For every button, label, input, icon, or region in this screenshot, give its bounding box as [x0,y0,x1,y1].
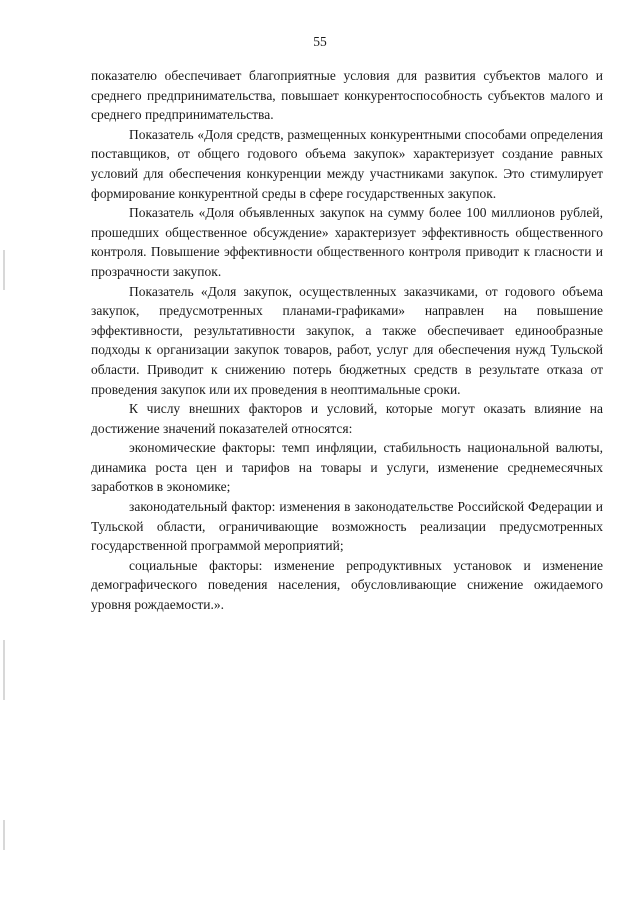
scan-edge-mark [3,640,5,700]
paragraph: Показатель «Доля средств, размещенных конкурентными способами определения поставщиков, от общего годового объема закупок» характеризует создание равных условий для обеспечения конкуренции между участниками закупок. Это стимулирует формирование конкурентной среды в сфере государственных закупок. [91,126,603,201]
paragraph: Показатель «Доля объявленных закупок на сумму более 100 миллионов рублей, прошедших общественное обсуждение» характеризует эффективность общественного контроля. Повышение эффективности общественного контроля приводит к гласности и прозрачности закупок. [91,205,603,279]
document-body [91,66,603,615]
paragraph: социальные факторы: изменение репродуктивных установок и изменение демографического поведения населения, обусловливающие снижение ожидаемого уровня рождаемости.». [91,557,603,613]
page-number: 55 [313,34,327,49]
paragraph: законодательный фактор: изменения в законодательстве Российской Федерации и Тульской области, ограничивающие возможность реализации предусмотренных государственной программой мероприятий; [91,499,603,554]
scan-edge-mark [3,250,5,290]
paragraph: экономические факторы: темп инфляции, стабильность национальной валюты, динамика роста цен и тарифов на товары и услуги, изменение среднемесячных заработков в экономике; [91,440,603,495]
paragraph: Показатель «Доля закупок, осуществленных заказчиками, от годового объема закупок, предусмотренных планами-графиками» направлен на повышение эффективности, результативности закупок, а также обеспечивает единообразные подходы к организации закупок товаров, работ, услуг для обеспечения нужд Тульской области. Приводит к снижению потерь бюджетных средств в результате отказа от проведения закупок или их проведения в неоптимальные сроки. [91,283,603,397]
paragraph: показателю обеспечивает благоприятные условия для развития субъектов малого и среднего предпринимательства, повышает конкурентоспособность субъектов малого и среднего предпринимательства. [91,68,603,123]
paragraph: К числу внешних факторов и условий, которые могут оказать влияние на достижение значений показателей относятся: [91,401,603,436]
scan-edge-mark [3,820,5,850]
